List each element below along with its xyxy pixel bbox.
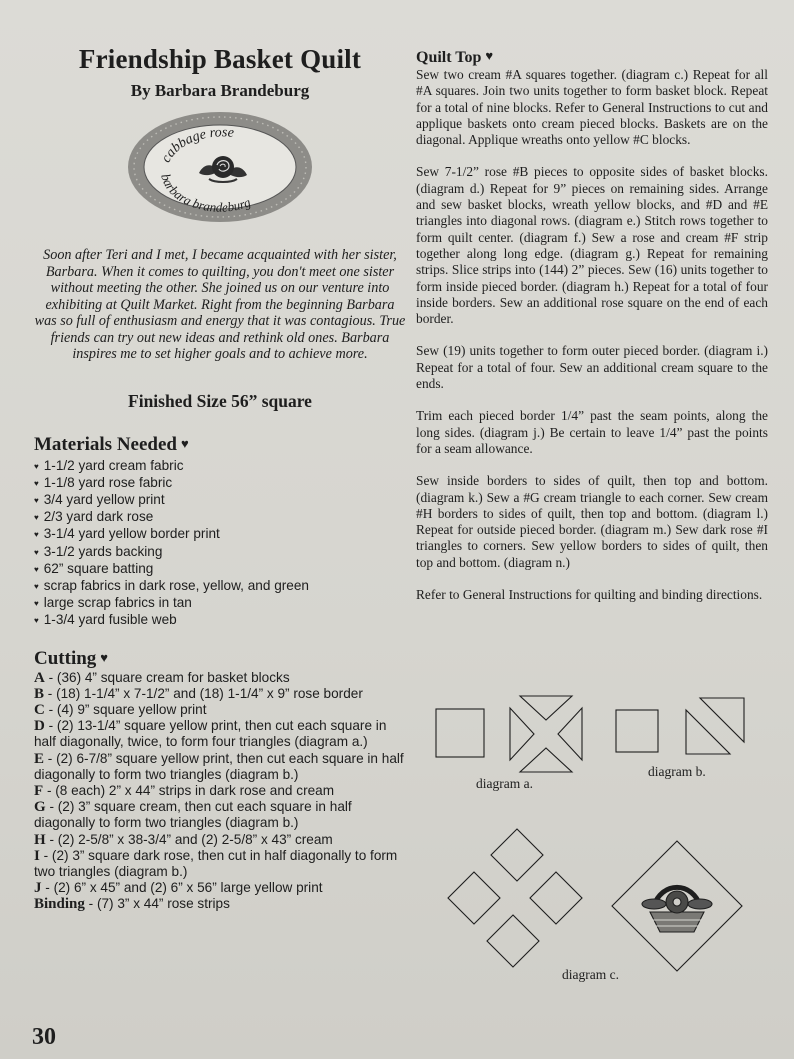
cutting-heading: Cutting ♥ [34, 647, 109, 669]
cutting-section [34, 648, 406, 913]
cutting-item-text: - (36) 4” square cream for basket blocks [44, 669, 290, 685]
diagram-a-label: diagram a. [476, 776, 533, 791]
cutting-item [34, 880, 406, 896]
cutting-item-text: - (8 each) 2” x 44” strips in dark rose and cream [43, 782, 335, 798]
cutting-item [34, 783, 406, 799]
cutting-item-key: A [34, 669, 45, 686]
instruction-paragraph: Sew inside borders to sides of quilt, then top and bottom. (diagram k.) Sew a #G cream triangle to each corner. Sew cream #H borders to sides of quilt, then top and bottom. (diagram l.) Repeat for outside pieced border. (diagram m.) Sew dark rose #I triangles to corners. Sew yellow borders to sides of quilt, then top and bottom. (diagram n.) [416, 473, 768, 570]
cutting-item [34, 718, 406, 750]
materials-item: ♥ 62” square batting [34, 561, 406, 578]
materials-item: ♥ 3/4 yard yellow print [34, 492, 406, 509]
instruction-paragraph: Sew (19) units together to form outer pieced border. (diagram i.) Repeat for a total of four. Sew an additional cream square to the ends. [416, 343, 768, 392]
cutting-item-key: C [34, 701, 45, 718]
cutting-item-text: - (18) 1-1/4” x 7-1/2” and (18) 1-1/4” x 9” rose border [44, 685, 363, 701]
cutting-item-key: B [34, 685, 45, 702]
logo [34, 109, 406, 225]
cutting-item-key: Binding [34, 896, 85, 913]
cutting-item-text: - (4) 9” square yellow print [44, 701, 207, 717]
quilt-top-instructions [416, 67, 768, 603]
diagram-c-squares [448, 829, 582, 967]
materials-item: ♥ 1-1/8 yard rose fabric [34, 475, 406, 492]
cutting-item-key: I [34, 847, 40, 864]
cutting-item [34, 751, 406, 783]
cutting-item-key: H [34, 831, 46, 848]
cutting-item-text: - (2) 2-5/8” x 38-3/4” and (2) 2-5/8” x 43” cream [45, 831, 333, 847]
quilt-top-heading: Quilt Top ♥ [416, 48, 494, 66]
instruction-paragraph: Sew 7-1/2” rose #B pieces to opposite sides of basket blocks. (diagram d.) Repeat for 9” pieces on remaining sides. Arrange and sew basket blocks, wreath yellow blocks, and #D and #E triangles into diagonal rows. (diagram e.) Stitch rows together to form quilt center. (diagram f.) Sew a rose and cream #F strip together along long edge. (diagram g.) Repeat for remaining strips. Slice strips into (144) 2” pieces. Sew (16) units together to form inside pieced border. (diagram h.) Repeat for a total of four inside borders. Sew an additional rose square on the end of each border. [416, 164, 768, 327]
cutting-item [34, 896, 406, 912]
cutting-item-key: J [34, 880, 42, 897]
cutting-list [34, 670, 406, 913]
instruction-paragraph: Refer to General Instructions for quilting and binding directions. [416, 587, 763, 603]
materials-item: ♥ 2/3 yard dark rose [34, 509, 406, 526]
page-title: Friendship Basket Quilt [78, 44, 362, 74]
logo-bottom-text: barbara brandeburg [158, 172, 253, 215]
cutting-item-key: E [34, 750, 45, 767]
instruction-paragraph: Sew two cream #A squares together. (diagram c.) Repeat for all #A squares. Join two units together to form basket block. Repeat for a total of nine blocks. Refer to General Instructions to cut and applique baskets onto cream pieced blocks. Baskets are on the diagonal. Applique wreaths onto yellow #C blocks. [416, 67, 768, 148]
instruction-paragraph: Trim each pieced border 1/4” past the seam points, along the long sides. (diagram j.) Be certain to leave 1/4” past the points for a seam allowance. [416, 408, 768, 456]
cutting-item-text: - (2) 3” square dark rose, then cut in half diagonally to form two triangles (diagram b.) [34, 847, 398, 879]
cutting-item-text: - (2) 13-1/4” square yellow print, then cut each square in half diagonally, twice, to form four triangles (diagram a.) [34, 718, 387, 750]
cutting-item-key: D [34, 718, 45, 735]
materials-heading: Materials Needed ♥ [34, 433, 189, 455]
diagram-a-square [436, 709, 484, 757]
heart-icon: ♥ [485, 48, 494, 63]
right-column [416, 48, 768, 619]
finished-size: Finished Size 56” square [128, 390, 312, 411]
materials-item: ♥ large scrap fabrics in tan [34, 595, 406, 612]
cutting-item-key: F [34, 782, 44, 799]
cutting-item [34, 670, 406, 686]
diagrams-area [416, 690, 776, 990]
diagram-figures [416, 690, 776, 990]
materials-item: ♥ 3-1/4 yard yellow border print [34, 526, 406, 543]
cutting-item-text: - (2) 6-7/8” square yellow print, then cut each square in half diagonally to form two triangles (diagram b.) [34, 750, 404, 782]
heart-icon: ♥ [100, 649, 109, 665]
cutting-item-key: G [34, 799, 46, 816]
cutting-item [34, 848, 406, 880]
left-column [34, 44, 406, 913]
materials-item: ♥ scrap fabrics in dark rose, yellow, and green [34, 578, 406, 595]
materials-item: ♥ 1-1/2 yard cream fabric [34, 458, 406, 475]
diagram-b-triangles [686, 698, 744, 754]
cutting-item-text: - (2) 6” x 45” and (2) 6” x 56” large yellow print [41, 880, 323, 896]
materials-section [34, 434, 406, 630]
cutting-item-text: - (7) 3” x 44” rose strips [84, 896, 230, 912]
materials-item: ♥ 1-3/4 yard fusible web [34, 612, 406, 629]
diagram-a-triangles [510, 696, 582, 772]
materials-list [34, 458, 406, 630]
diagram-b-label: diagram b. [648, 764, 706, 779]
diagram-b-square [616, 710, 658, 752]
cutting-item [34, 686, 406, 702]
intro-text: Soon after Teri and I met, I became acquainted with her sister, Barbara. When it comes to quilting, you don't meet one sister without meeting the other. She joined us on our venture into exhibiting at Quilt Market. Right from the beginning Barbara was so full of enthusiasm and energy that it was contagious. True friends can try out new ideas and rethink old ones. Barbara inspires me to set higher goals and to achieve more. [34, 247, 406, 362]
diagram-c-label: diagram c. [562, 967, 619, 982]
page-number: 30 [32, 1024, 56, 1050]
cutting-item [34, 799, 406, 831]
cabbage-rose-logo [125, 109, 315, 225]
logo-top-text: cabbage rose [158, 125, 235, 166]
materials-item: ♥ 3-1/2 yards backing [34, 544, 406, 561]
byline: By Barbara Brandeburg [130, 81, 310, 100]
cutting-item [34, 832, 406, 848]
diagram-c-basket-block [612, 841, 742, 971]
heart-icon: ♥ [180, 435, 189, 451]
cutting-item-text: - (2) 3” square cream, then cut each square in half diagonally to form two triangles (diagram b.) [34, 799, 352, 831]
cutting-item [34, 702, 406, 718]
